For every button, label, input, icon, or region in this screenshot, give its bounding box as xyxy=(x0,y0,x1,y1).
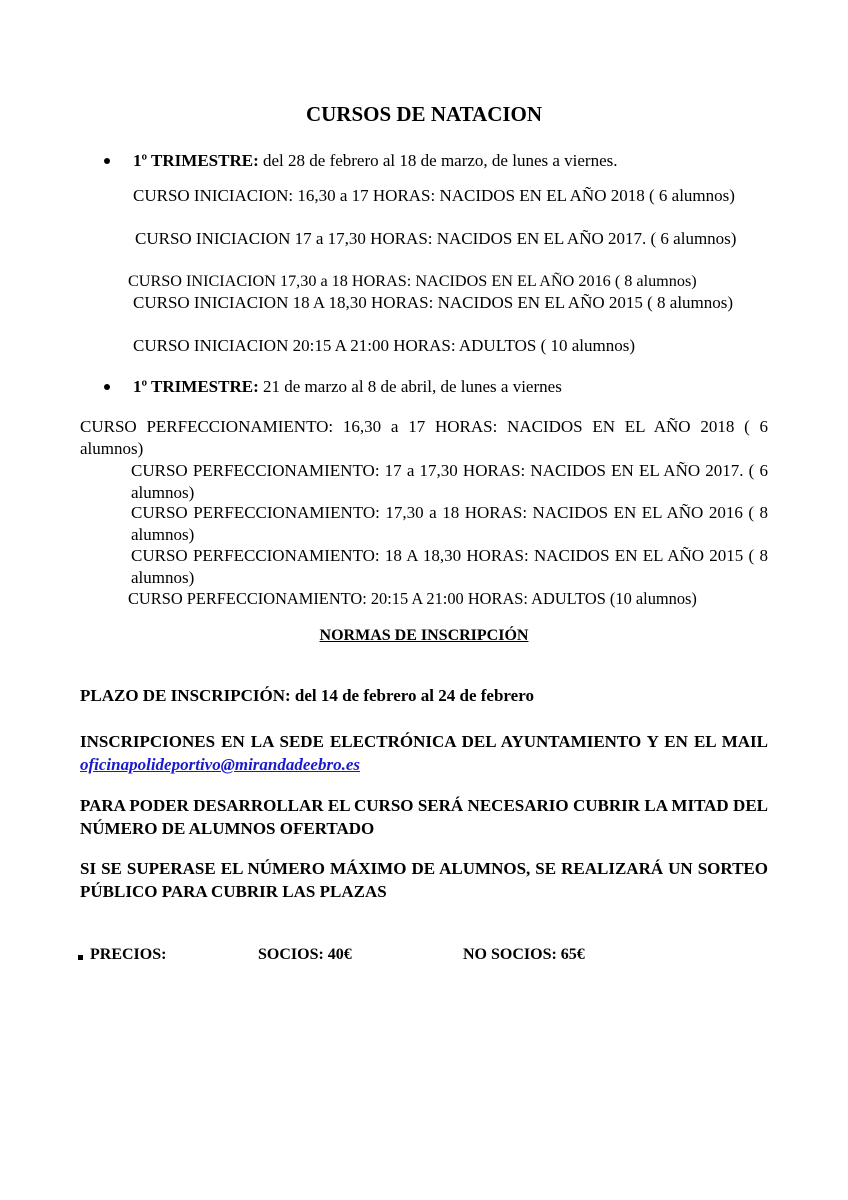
section2-course-2: CURSO PERFECCIONAMIENTO: 17 a 17,30 HORAS: NACIDOS EN EL AÑO 2017. ( 6 alumnos) xyxy=(131,461,768,502)
section1-course-4: CURSO INICIACION 18 A 18,30 HORAS: NACIDOS EN EL AÑO 2015 ( 8 alumnos) xyxy=(133,293,734,312)
sorteo-text: SI SE SUPERASE EL NÚMERO MÁXIMO DE ALUMNOS, SE REALIZARÁ UN SORTEO PÚBLICO PARA CUBRIR LAS PLAZAS xyxy=(80,859,768,901)
price-socios: SOCIOS: 40€ xyxy=(258,946,352,963)
desarrollo-text: PARA PODER DESARROLLAR EL CURSO SERÁ NECESARIO CUBRIR LA MITAD DEL NÚMERO DE ALUMNOS OFERTADO xyxy=(80,796,768,838)
bullet-icon xyxy=(104,384,110,390)
section2-heading-bold: 1º TRIMESTRE: xyxy=(133,377,259,396)
email-link[interactable]: oficinapolideportivo@mirandadeebro.es xyxy=(80,755,360,774)
section2-course-1: CURSO PERFECCIONAMIENTO: 16,30 a 17 HORAS: NACIDOS EN EL AÑO 2018 ( 6 alumnos) xyxy=(80,417,768,458)
section1-heading-bold: 1º TRIMESTRE: xyxy=(133,151,259,170)
section1-course-1: CURSO INICIACION: 16,30 a 17 HORAS: NACIDOS EN EL AÑO 2018 ( 6 alumnos) xyxy=(133,186,735,205)
section2-course-5: CURSO PERFECCIONAMIENTO: 20:15 A 21:00 HORAS: ADULTOS (10 alumnos) xyxy=(128,589,697,608)
inscripciones-label: INSCRIPCIONES EN LA SEDE ELECTRÓNICA DEL AYUNTAMIENTO Y EN EL MAIL xyxy=(80,732,768,751)
plazo-text: PLAZO DE INSCRIPCIÓN: del 14 de febrero al 24 de febrero xyxy=(80,686,534,705)
section1-course-3: CURSO INICIACION 17,30 a 18 HORAS: NACIDOS EN EL AÑO 2016 ( 8 alumnos) xyxy=(128,272,697,290)
section2-heading xyxy=(133,377,562,397)
normas-title: NORMAS DE INSCRIPCIÓN xyxy=(319,627,529,644)
prices-label: PRECIOS: xyxy=(90,946,167,963)
section2-heading-text: 21 de marzo al 8 de abril, de lunes a viernes xyxy=(258,377,562,396)
section1-heading xyxy=(133,151,618,171)
section2-course-4: CURSO PERFECCIONAMIENTO: 18 A 18,30 HORAS: NACIDOS EN EL AÑO 2015 ( 8 alumnos) xyxy=(131,546,768,587)
prices-row xyxy=(0,946,848,970)
price-no-socios: NO SOCIOS: 65€ xyxy=(463,946,585,963)
bullet-icon xyxy=(104,158,110,164)
section1-heading-text: del 28 de febrero al 18 de marzo, de lunes a viernes. xyxy=(258,151,618,170)
page-title: CURSOS DE NATACION xyxy=(305,102,543,126)
section1-course-5: CURSO INICIACION 20:15 A 21:00 HORAS: ADULTOS ( 10 alumnos) xyxy=(133,336,636,355)
section1-course-2: CURSO INICIACION 17 a 17,30 HORAS: NACIDOS EN EL AÑO 2017. ( 6 alumnos) xyxy=(135,229,737,248)
square-bullet-icon xyxy=(78,955,83,960)
inscripciones-text xyxy=(80,730,768,776)
section2-course-3: CURSO PERFECCIONAMIENTO: 17,30 a 18 HORAS: NACIDOS EN EL AÑO 2016 ( 8 alumnos) xyxy=(131,503,768,544)
